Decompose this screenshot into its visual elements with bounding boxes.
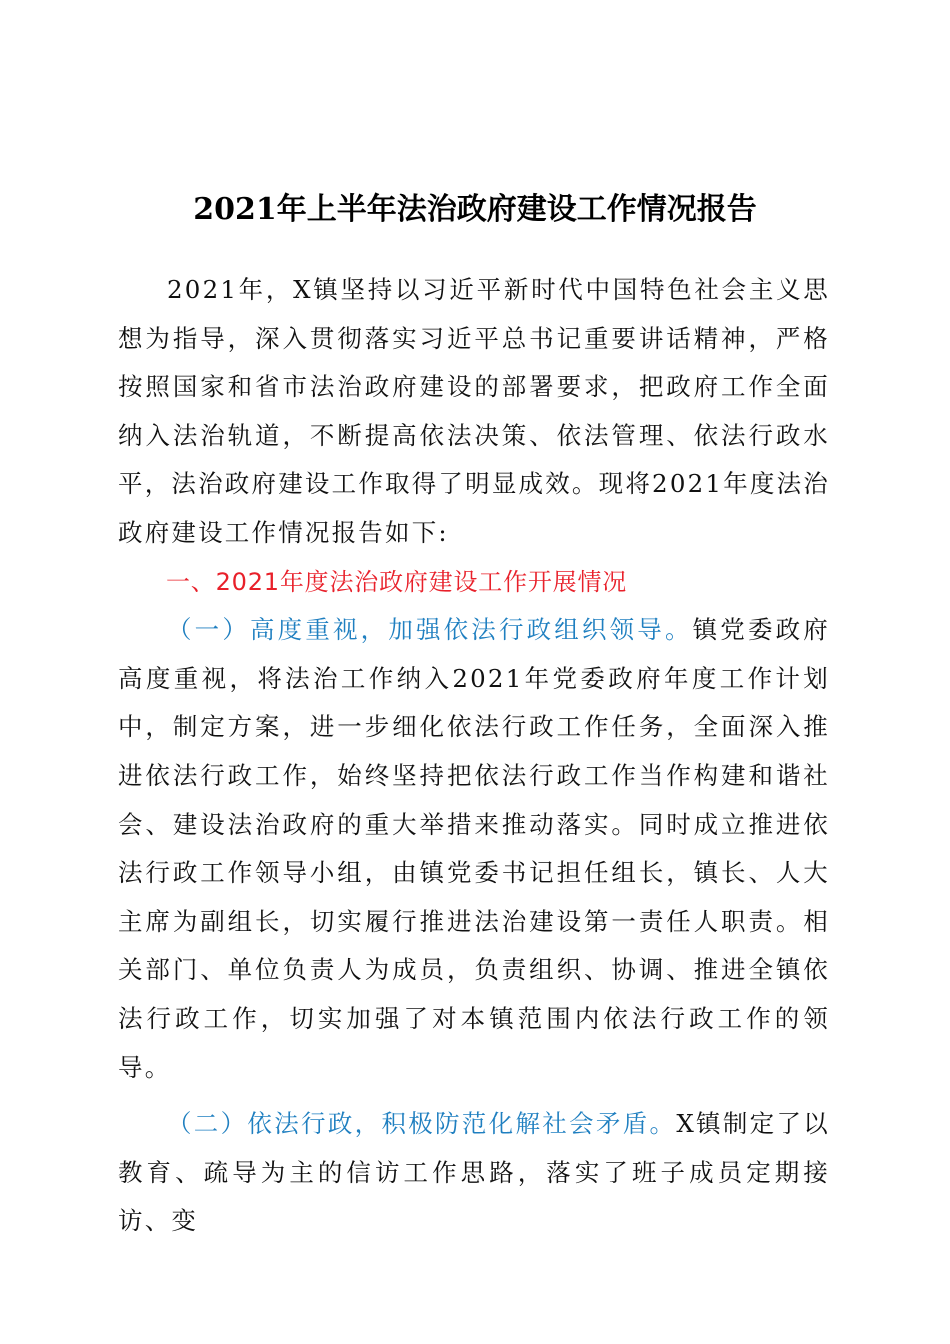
- subsection-2-paragraph: [118, 1100, 830, 1246]
- subsection-1-heading: （一）高度重视，加强依法行政组织领导。: [167, 615, 693, 645]
- subsection-2-text: X镇制定了以教育、疏导为主的信访工作思路，落实了班子成员定期接访、变: [118, 1109, 830, 1236]
- section-heading: 一、2021年度法治政府建设工作开展情况: [166, 567, 628, 596]
- intro-paragraph: 2021年，X镇坚持以习近平新时代中国特色社会主义思想为指导，深入贯彻落实习近平总书记重要讲话精神，严格按照国家和省市法治政府建设的部署要求，把政府工作全面纳入法治轨道，不断提高依法决策、依法管理、依法行政水平，法治政府建设工作取得了明显成效。现将2021年度法治政府建设工作情况报告如下:: [118, 275, 830, 547]
- document-title: 2021年上半年法治政府建设工作情况报告: [193, 192, 757, 227]
- subsection-1-text: 镇党委政府高度重视，将法治工作纳入2021年党委政府年度工作计划中，制定方案，进一步细化依法行政工作任务，全面深入推进依法行政工作，始终坚持把依法行政工作当作构建和谐社会、建设法治政府的重大举措来推动落实。同时成立推进依法行政工作领导小组，由镇党委书记担任组长，镇长、人大主席为副组长，切实履行推进法治建设第一责任人职责。相关部门、单位负责人为成员，负责组织、协调、推进全镇依法行政工作，切实加强了对本镇范围内依法行政工作的领导。: [118, 615, 830, 1082]
- subsection-1-paragraph: [118, 606, 830, 1092]
- document-body: [118, 266, 830, 1246]
- subsection-2-heading: （二）依法行政，积极防范化解社会矛盾。: [167, 1109, 677, 1139]
